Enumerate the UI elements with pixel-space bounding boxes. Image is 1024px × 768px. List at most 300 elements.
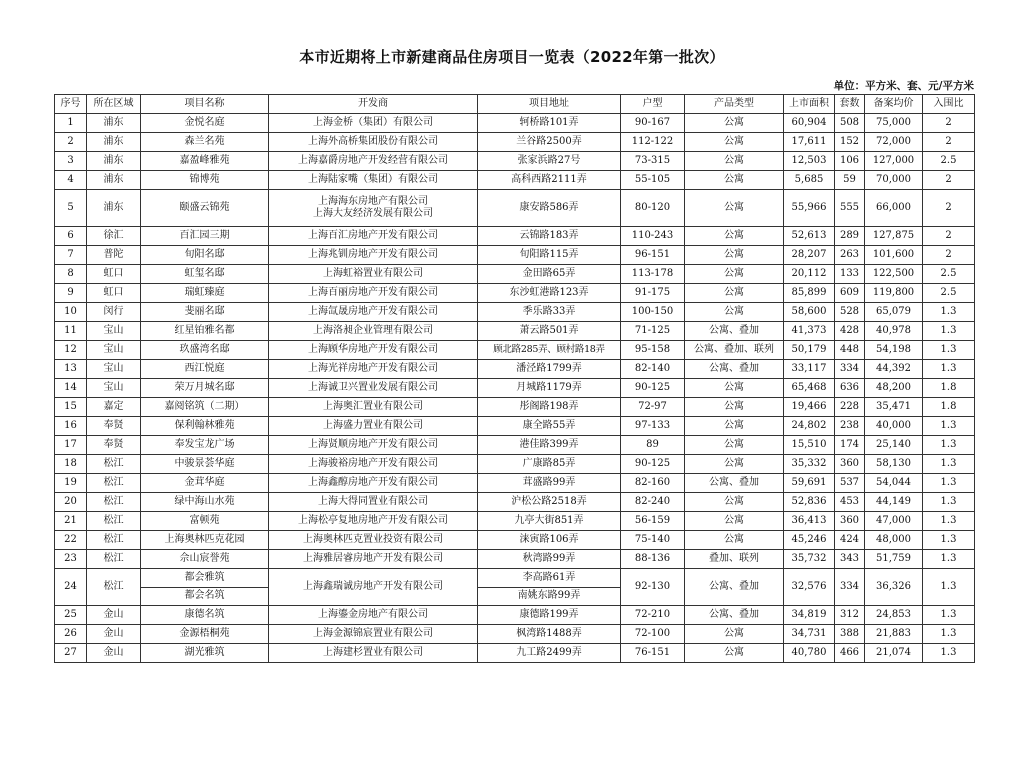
cell-layout: 100-150	[621, 303, 685, 322]
developer-line: 上海大友经济发展有限公司	[313, 208, 433, 219]
cell-address: 康全路55弄	[478, 417, 621, 436]
cell-project-name: 斐丽名邸	[141, 303, 269, 322]
cell-units: 238	[835, 417, 865, 436]
cell-area: 45,246	[784, 531, 835, 550]
cell-units: 312	[835, 606, 865, 625]
cell-area: 58,600	[784, 303, 835, 322]
table-row	[55, 303, 975, 322]
cell-ratio: 2.5	[923, 284, 975, 303]
cell-area: 59,691	[784, 474, 835, 493]
cell-no: 9	[55, 284, 87, 303]
cell-product-type: 公寓	[685, 303, 784, 322]
cell-units: 334	[835, 569, 865, 606]
cell-address: 兰谷路2500弄	[478, 133, 621, 152]
cell-developer: 上海奥汇置业有限公司	[269, 398, 478, 417]
cell-address: 康安路586弄	[478, 190, 621, 227]
cell-no: 3	[55, 152, 87, 171]
cell-no: 21	[55, 512, 87, 531]
cell-area: 34,819	[784, 606, 835, 625]
cell-district: 金山	[87, 625, 141, 644]
cell-district: 浦东	[87, 114, 141, 133]
cell-layout: 88-136	[621, 550, 685, 569]
cell-product-type: 公寓	[685, 171, 784, 190]
cell-product-type: 公寓	[685, 531, 784, 550]
cell-project-name: 旬阳名邸	[141, 246, 269, 265]
cell-layout: 82-160	[621, 474, 685, 493]
cell-price: 127,000	[865, 152, 923, 171]
cell-address: 旬阳路115弄	[478, 246, 621, 265]
cell-developer: 上海鎏金房地产有限公司	[269, 606, 478, 625]
cell-district: 宝山	[87, 322, 141, 341]
cell-district: 松江	[87, 455, 141, 474]
cell-product-type: 公寓	[685, 246, 784, 265]
cell-project-name: 锦博苑	[141, 171, 269, 190]
cell-layout: 112-122	[621, 133, 685, 152]
cell-project-name: 金悦名庭	[141, 114, 269, 133]
cell-units: 59	[835, 171, 865, 190]
cell-developer: 上海松亭复地房地产开发有限公司	[269, 512, 478, 531]
cell-area: 19,466	[784, 398, 835, 417]
cell-product-type: 公寓	[685, 436, 784, 455]
cell-no: 4	[55, 171, 87, 190]
cell-layout: 72-100	[621, 625, 685, 644]
cell-area: 35,332	[784, 455, 835, 474]
cell-project-name: 嘉盈峰雅苑	[141, 152, 269, 171]
cell-address: 九亭大街851弄	[478, 512, 621, 531]
table-row	[55, 227, 975, 246]
cell-ratio: 2	[923, 171, 975, 190]
cell-district: 徐汇	[87, 227, 141, 246]
cell-product-type: 公寓、叠加	[685, 474, 784, 493]
header-area: 上市面积	[784, 95, 835, 114]
cell-no: 22	[55, 531, 87, 550]
cell-developer: 上海奥林匹克置业投资有限公司	[269, 531, 478, 550]
cell-address: 云锦路183弄	[478, 227, 621, 246]
cell-developer: 上海骏裕房地产开发有限公司	[269, 455, 478, 474]
cell-product-type: 公寓	[685, 625, 784, 644]
cell-price: 36,326	[865, 569, 923, 606]
cell-ratio: 1.8	[923, 379, 975, 398]
cell-product-type: 公寓	[685, 398, 784, 417]
cell-no: 23	[55, 550, 87, 569]
cell-developer: 上海外高桥集团股份有限公司	[269, 133, 478, 152]
cell-area: 17,611	[784, 133, 835, 152]
table-row	[55, 625, 975, 644]
cell-ratio: 2.5	[923, 152, 975, 171]
table-row	[55, 322, 975, 341]
cell-district: 虹口	[87, 284, 141, 303]
cell-project-name: 嘉阅铭筑（二期）	[141, 398, 269, 417]
cell-product-type: 公寓	[685, 512, 784, 531]
cell-ratio: 1.3	[923, 341, 975, 360]
cell-no: 16	[55, 417, 87, 436]
cell-price: 35,471	[865, 398, 923, 417]
cell-project-name: 湖光雅筑	[141, 644, 269, 663]
cell-price: 44,149	[865, 493, 923, 512]
cell-ratio: 1.3	[923, 436, 975, 455]
cell-address: 广康路85弄	[478, 455, 621, 474]
cell-product-type: 公寓	[685, 417, 784, 436]
header-district: 所在区域	[87, 95, 141, 114]
cell-price: 58,130	[865, 455, 923, 474]
cell-price: 40,000	[865, 417, 923, 436]
cell-layout: 82-240	[621, 493, 685, 512]
cell-district: 闵行	[87, 303, 141, 322]
table-row	[55, 398, 975, 417]
cell-product-type: 公寓	[685, 152, 784, 171]
cell-area: 65,468	[784, 379, 835, 398]
cell-layout: 97-133	[621, 417, 685, 436]
table-row	[55, 152, 975, 171]
cell-ratio: 2	[923, 246, 975, 265]
cell-price: 44,392	[865, 360, 923, 379]
cell-developer: 上海顾华房地产开发有限公司	[269, 341, 478, 360]
cell-ratio: 1.3	[923, 474, 975, 493]
cell-area: 28,207	[784, 246, 835, 265]
cell-project-name: 佘山宸誉苑	[141, 550, 269, 569]
cell-area: 32,576	[784, 569, 835, 606]
table-row	[55, 284, 975, 303]
cell-units: 133	[835, 265, 865, 284]
cell-address: 东沙虹港路123弄	[478, 284, 621, 303]
table-row	[55, 417, 975, 436]
cell-developer: 上海金桥（集团）有限公司	[269, 114, 478, 133]
cell-address: 轲桥路101弄	[478, 114, 621, 133]
cell-layout: 55-105	[621, 171, 685, 190]
cell-layout: 92-130	[621, 569, 685, 606]
cell-developer: 上海氙晟房地产开发有限公司	[269, 303, 478, 322]
cell-project-name: 奉发宝龙广场	[141, 436, 269, 455]
cell-area: 50,179	[784, 341, 835, 360]
cell-district: 金山	[87, 606, 141, 625]
cell-district: 浦东	[87, 133, 141, 152]
cell-developer: 上海百汇房地产开发有限公司	[269, 227, 478, 246]
table-row	[55, 474, 975, 493]
unit-note: 单位：平方米、套、元/平方米	[833, 80, 974, 92]
cell-no: 26	[55, 625, 87, 644]
cell-developer: 上海大得同置业有限公司	[269, 493, 478, 512]
cell-address: 九工路2499弄	[478, 644, 621, 663]
cell-address: 季乐路33弄	[478, 303, 621, 322]
cell-ratio: 1.8	[923, 398, 975, 417]
cell-project-name: 颐盛云锦苑	[141, 190, 269, 227]
cell-layout: 113-178	[621, 265, 685, 284]
cell-project-name: 荣万月城名邸	[141, 379, 269, 398]
cell-address: 顾北路285弄、顾村路18弄	[478, 341, 621, 360]
cell-layout: 71-125	[621, 322, 685, 341]
cell-project-name: 都会名筑	[141, 587, 269, 606]
cell-product-type: 公寓	[685, 114, 784, 133]
cell-no: 6	[55, 227, 87, 246]
cell-district: 松江	[87, 474, 141, 493]
cell-price: 66,000	[865, 190, 923, 227]
cell-project-name: 金茸华庭	[141, 474, 269, 493]
cell-units: 263	[835, 246, 865, 265]
cell-project-name: 瑞虹臻庭	[141, 284, 269, 303]
table-row	[55, 133, 975, 152]
cell-ratio: 1.3	[923, 644, 975, 663]
cell-project-name: 上海奥林匹克花园	[141, 531, 269, 550]
cell-layout: 89	[621, 436, 685, 455]
housing-projects-table	[54, 94, 975, 663]
cell-address: 沪松公路2518弄	[478, 493, 621, 512]
cell-units: 106	[835, 152, 865, 171]
cell-product-type: 叠加、联列	[685, 550, 784, 569]
cell-layout: 91-175	[621, 284, 685, 303]
cell-ratio: 1.3	[923, 493, 975, 512]
cell-developer: 上海光祥房地产开发有限公司	[269, 360, 478, 379]
cell-no: 1	[55, 114, 87, 133]
cell-district: 浦东	[87, 171, 141, 190]
cell-price: 54,198	[865, 341, 923, 360]
cell-units: 424	[835, 531, 865, 550]
cell-project-name: 红星铂雅名都	[141, 322, 269, 341]
cell-price: 101,600	[865, 246, 923, 265]
cell-price: 21,883	[865, 625, 923, 644]
cell-price: 54,044	[865, 474, 923, 493]
cell-project-name: 金源梧桐苑	[141, 625, 269, 644]
cell-address: 秋湾路99弄	[478, 550, 621, 569]
cell-developer: 上海诚卫兴置业发展有限公司	[269, 379, 478, 398]
cell-developer	[269, 190, 478, 227]
cell-units: 360	[835, 512, 865, 531]
table-row	[55, 341, 975, 360]
cell-layout: 110-243	[621, 227, 685, 246]
cell-district: 奉贤	[87, 436, 141, 455]
cell-no: 19	[55, 474, 87, 493]
cell-ratio: 1.3	[923, 606, 975, 625]
cell-area: 52,836	[784, 493, 835, 512]
cell-ratio: 1.3	[923, 512, 975, 531]
cell-district: 松江	[87, 531, 141, 550]
cell-layout: 56-159	[621, 512, 685, 531]
cell-layout: 90-125	[621, 379, 685, 398]
cell-project-name: 绿中海山水苑	[141, 493, 269, 512]
cell-project-name: 玖盛湾名邸	[141, 341, 269, 360]
cell-area: 41,373	[784, 322, 835, 341]
cell-developer: 上海嘉爵房地产开发经营有限公司	[269, 152, 478, 171]
cell-price: 47,000	[865, 512, 923, 531]
header-project-name: 项目名称	[141, 95, 269, 114]
cell-units: 228	[835, 398, 865, 417]
table-row	[55, 360, 975, 379]
cell-units: 537	[835, 474, 865, 493]
cell-price: 72,000	[865, 133, 923, 152]
cell-area: 15,510	[784, 436, 835, 455]
cell-ratio: 2	[923, 114, 975, 133]
cell-product-type: 公寓、叠加	[685, 360, 784, 379]
cell-district: 金山	[87, 644, 141, 663]
cell-no: 8	[55, 265, 87, 284]
cell-developer: 上海虹裕置业有限公司	[269, 265, 478, 284]
cell-area: 35,732	[784, 550, 835, 569]
cell-district: 嘉定	[87, 398, 141, 417]
cell-price: 48,000	[865, 531, 923, 550]
cell-price: 25,140	[865, 436, 923, 455]
cell-product-type: 公寓	[685, 227, 784, 246]
cell-developer: 上海建杉置业有限公司	[269, 644, 478, 663]
cell-area: 5,685	[784, 171, 835, 190]
cell-address: 康德路199弄	[478, 606, 621, 625]
cell-ratio: 1.3	[923, 625, 975, 644]
table-row	[55, 512, 975, 531]
cell-product-type: 公寓、叠加、联列	[685, 341, 784, 360]
cell-price: 51,759	[865, 550, 923, 569]
header-developer: 开发商	[269, 95, 478, 114]
cell-area: 85,899	[784, 284, 835, 303]
cell-address: 张家浜路27号	[478, 152, 621, 171]
cell-product-type: 公寓	[685, 265, 784, 284]
cell-units: 152	[835, 133, 865, 152]
cell-ratio: 1.3	[923, 322, 975, 341]
cell-ratio: 2.5	[923, 265, 975, 284]
cell-units: 555	[835, 190, 865, 227]
cell-project-name: 西江悦庭	[141, 360, 269, 379]
cell-units: 289	[835, 227, 865, 246]
cell-developer: 上海贤顺房地产开发有限公司	[269, 436, 478, 455]
cell-address: 涞寅路106弄	[478, 531, 621, 550]
cell-units: 448	[835, 341, 865, 360]
cell-layout: 90-167	[621, 114, 685, 133]
table-row	[55, 436, 975, 455]
cell-price: 127,875	[865, 227, 923, 246]
cell-product-type: 公寓	[685, 379, 784, 398]
cell-ratio: 1.3	[923, 417, 975, 436]
cell-layout: 72-210	[621, 606, 685, 625]
cell-units: 636	[835, 379, 865, 398]
header-no: 序号	[55, 95, 87, 114]
cell-product-type: 公寓	[685, 190, 784, 227]
cell-layout: 72-97	[621, 398, 685, 417]
cell-address: 港佳路399弄	[478, 436, 621, 455]
cell-area: 12,503	[784, 152, 835, 171]
cell-ratio: 1.3	[923, 455, 975, 474]
cell-price: 70,000	[865, 171, 923, 190]
cell-ratio: 1.3	[923, 569, 975, 606]
cell-units: 528	[835, 303, 865, 322]
table-row	[55, 606, 975, 625]
cell-no: 27	[55, 644, 87, 663]
cell-layout: 75-140	[621, 531, 685, 550]
cell-layout: 90-125	[621, 455, 685, 474]
cell-area: 36,413	[784, 512, 835, 531]
cell-no: 18	[55, 455, 87, 474]
cell-project-name: 富顿苑	[141, 512, 269, 531]
cell-address: 金田路65弄	[478, 265, 621, 284]
header-address: 项目地址	[478, 95, 621, 114]
cell-address: 萧云路501弄	[478, 322, 621, 341]
cell-product-type: 公寓	[685, 284, 784, 303]
table-row	[55, 531, 975, 550]
cell-ratio: 1.3	[923, 303, 975, 322]
cell-ratio: 2	[923, 227, 975, 246]
cell-address: 枫湾路1488弄	[478, 625, 621, 644]
cell-ratio: 1.3	[923, 531, 975, 550]
cell-district: 普陀	[87, 246, 141, 265]
cell-address: 茸盛路99弄	[478, 474, 621, 493]
cell-layout: 76-151	[621, 644, 685, 663]
cell-no: 5	[55, 190, 87, 227]
cell-units: 609	[835, 284, 865, 303]
cell-address: 月城路1179弄	[478, 379, 621, 398]
cell-address: 彤阁路198弄	[478, 398, 621, 417]
cell-developer: 上海陆家嘴（集团）有限公司	[269, 171, 478, 190]
header-layout: 户型	[621, 95, 685, 114]
cell-no: 15	[55, 398, 87, 417]
cell-developer: 上海盛力置业有限公司	[269, 417, 478, 436]
cell-ratio: 2	[923, 133, 975, 152]
cell-product-type: 公寓	[685, 133, 784, 152]
cell-units: 174	[835, 436, 865, 455]
cell-units: 360	[835, 455, 865, 474]
cell-district: 浦东	[87, 190, 141, 227]
cell-price: 21,074	[865, 644, 923, 663]
cell-layout: 95-158	[621, 341, 685, 360]
cell-no: 24	[55, 569, 87, 606]
cell-units: 508	[835, 114, 865, 133]
cell-price: 122,500	[865, 265, 923, 284]
cell-no: 20	[55, 493, 87, 512]
table-row	[55, 114, 975, 133]
cell-ratio: 2	[923, 190, 975, 227]
cell-area: 60,904	[784, 114, 835, 133]
cell-product-type: 公寓、叠加	[685, 569, 784, 606]
cell-developer: 上海金源锦宸置业有限公司	[269, 625, 478, 644]
cell-district: 宝山	[87, 379, 141, 398]
cell-district: 浦东	[87, 152, 141, 171]
developer-line: 上海海东房地产有限公司	[318, 196, 428, 207]
cell-no: 17	[55, 436, 87, 455]
cell-units: 334	[835, 360, 865, 379]
cell-area: 34,731	[784, 625, 835, 644]
cell-no: 10	[55, 303, 87, 322]
cell-product-type: 公寓	[685, 644, 784, 663]
cell-address: 李高路61弄	[478, 569, 621, 588]
cell-no: 2	[55, 133, 87, 152]
cell-district: 虹口	[87, 265, 141, 284]
cell-no: 12	[55, 341, 87, 360]
cell-product-type: 公寓	[685, 493, 784, 512]
cell-product-type: 公寓	[685, 455, 784, 474]
cell-project-name: 森兰名苑	[141, 133, 269, 152]
cell-district: 松江	[87, 550, 141, 569]
header-product-type: 产品类型	[685, 95, 784, 114]
cell-project-name: 虹玺名邸	[141, 265, 269, 284]
table-row	[55, 569, 975, 588]
cell-district: 宝山	[87, 341, 141, 360]
cell-project-name: 保利翰林雅苑	[141, 417, 269, 436]
cell-price: 40,978	[865, 322, 923, 341]
cell-units: 343	[835, 550, 865, 569]
cell-developer: 上海百丽房地产开发有限公司	[269, 284, 478, 303]
cell-product-type: 公寓、叠加	[685, 322, 784, 341]
cell-no: 13	[55, 360, 87, 379]
table-row	[55, 171, 975, 190]
cell-product-type: 公寓、叠加	[685, 606, 784, 625]
table-row	[55, 644, 975, 663]
table-row	[55, 246, 975, 265]
table-row	[55, 550, 975, 569]
cell-units: 453	[835, 493, 865, 512]
cell-district: 松江	[87, 512, 141, 531]
cell-no: 7	[55, 246, 87, 265]
cell-developer: 上海洛昶企业管理有限公司	[269, 322, 478, 341]
cell-developer: 上海雅居睿房地产开发有限公司	[269, 550, 478, 569]
table-row	[55, 190, 975, 227]
cell-developer: 上海鑫醇房地产开发有限公司	[269, 474, 478, 493]
table-row	[55, 493, 975, 512]
cell-units: 466	[835, 644, 865, 663]
